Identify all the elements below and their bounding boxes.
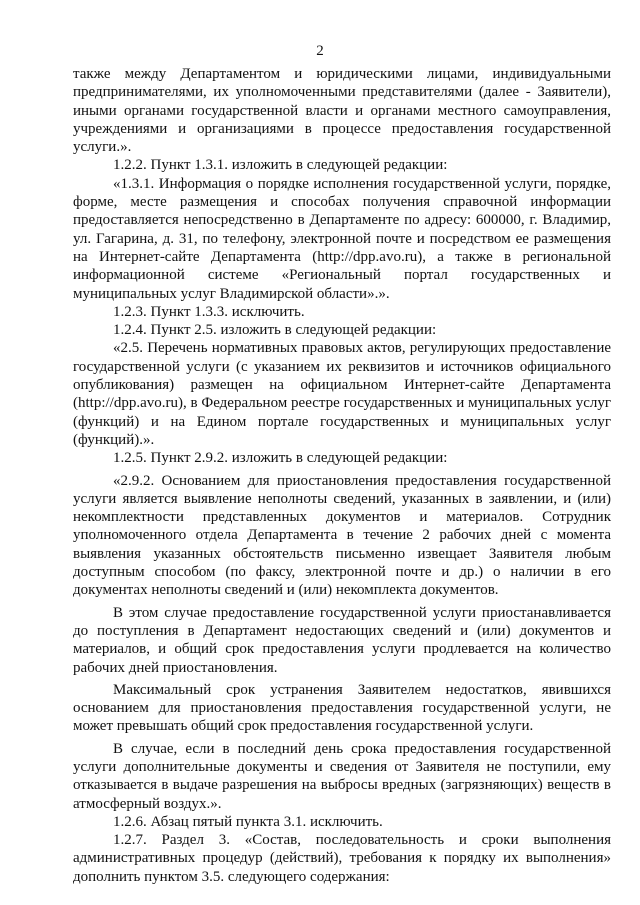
paragraph-item-1-2-7: 1.2.7. Раздел 3. «Состав, последовательность и сроки выполнения административных процедур (действий), требования к порядку их выполнения» дополнить пунктом 3.5. следующего содержания: xyxy=(73,832,611,885)
paragraph-refusal: В случае, если в последний день срока предоставления государственной услуги дополнительные документы и сведения от Заявителя не поступили, ему отказывается в выдаче разрешения на выбросы вредных (загрязняющих) веществ в атмосферный воздух.». xyxy=(73,740,611,812)
paragraph-clause-2-9-2: «2.9.2. Основанием для приостановления предоставления государственной услуги является выявление неполноты сведений, указанных в заявлении, и (или) некомплектности представленных документов и материалов. Сотрудник уполномоченного отдела Департамента в течение 2 рабочих дней с момента выявления указанных обстоятельств письменно извещает Заявителя любым доступным способом (по факсу, электронной почте и др.) о наличии в его документах неполноты сведений и (или) некомплекта документов. xyxy=(73,472,611,599)
paragraph-suspension: В этом случае предоставление государственной услуги приостанавливается до поступления в Департамент недостающих сведений и (или) документов и материалов, и общий срок предоставления услуги продлевается на количество рабочих дней приостановления. xyxy=(73,604,611,676)
page-number: 2 xyxy=(316,43,324,59)
paragraph-continuation: также между Департаментом и юридическими лицами, индивидуальными предпринимателями, их уполномоченными представителями (далее - Заявители), иными органами государственной власти и органами местного самоуправления, учреждениями и организациями в процессе предоставления государственной услуги.». xyxy=(73,66,611,156)
paragraph-clause-2-5: «2.5. Перечень нормативных правовых актов, регулирующих предоставление государственной услуги (с указанием их реквизитов и источников официального опубликования) размещен на официальном Интернет-сайте Департамента (http://dpp.avo.ru), в Федеральном реестре государственных и муниципальных услуг (функций) и на Едином портале государственных и муниципальных услуг (функций).». xyxy=(73,340,611,448)
paragraph-item-1-2-4: 1.2.4. Пункт 2.5. изложить в следующей редакции: xyxy=(113,322,437,339)
paragraph-item-1-2-5: 1.2.5. Пункт 2.9.2. изложить в следующей редакции: xyxy=(113,450,448,467)
document-body xyxy=(73,65,611,886)
paragraph-clause-1-3-1: «1.3.1. Информация о порядке исполнения государственной услуги, порядке, форме, месте размещения и способах получения справочной информации предоставляется непосредственно в Департаменте по адресу: 600000, г. Владимир, ул. Гагарина, д. 31, по телефону, электронной почте и посредством ее размещения на Интернет-сайте Департамента (http://dpp.avo.ru), а также в региональной информационной системе «Региональный портал государственных и муниципальных услуг Владимирской области».». xyxy=(73,175,611,302)
paragraph-max-term: Максимальный срок устранения Заявителем недостатков, явившихся основанием для приостановления предоставления государственной услуги, не может превышать общий срок предоставления государственной услуги. xyxy=(73,681,611,735)
paragraph-item-1-2-2: 1.2.2. Пункт 1.3.1. изложить в следующей редакции: xyxy=(113,157,448,174)
paragraph-item-1-2-3: 1.2.3. Пункт 1.3.3. исключить. xyxy=(113,303,305,320)
paragraph-item-1-2-6: 1.2.6. Абзац пятый пункта 3.1. исключить. xyxy=(113,813,383,830)
